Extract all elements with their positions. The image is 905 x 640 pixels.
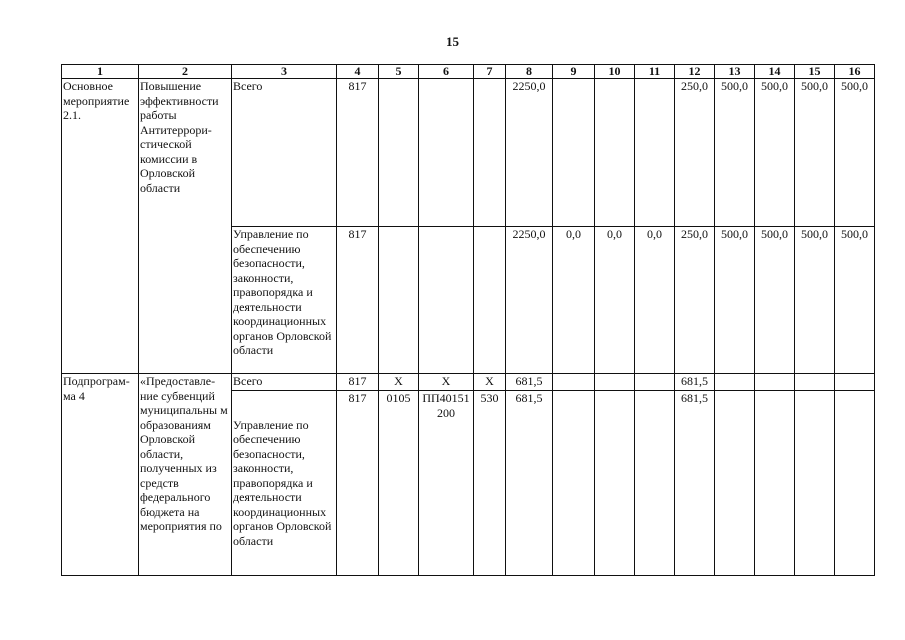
- cell-col11: [635, 79, 675, 227]
- column-number: 5: [379, 65, 419, 79]
- cell-col5: [379, 227, 419, 374]
- cell-col8: 681,5: [506, 391, 553, 576]
- cell-col15: 500,0: [795, 227, 835, 374]
- cell-col9: [553, 374, 595, 391]
- cell-col12: 250,0: [675, 227, 715, 374]
- column-number: 15: [795, 65, 835, 79]
- cell-col13: 500,0: [715, 79, 755, 227]
- cell-col9: [553, 391, 595, 576]
- funding-source: Управление по обеспечению безопасности, законности, правопорядка и деятельности координационных органов Орловской области: [232, 227, 337, 374]
- table-row: [62, 79, 875, 227]
- cell-col14: 500,0: [755, 227, 795, 374]
- cell-col7: [474, 227, 506, 374]
- cell-col13: [715, 391, 755, 576]
- funding-source: Всего: [232, 374, 337, 391]
- column-number: 13: [715, 65, 755, 79]
- cell-col16: [835, 391, 875, 576]
- column-number: 1: [62, 65, 139, 79]
- cell-col6: X: [419, 374, 474, 391]
- cell-col11: [635, 391, 675, 576]
- column-number: 4: [337, 65, 379, 79]
- page-number: 15: [446, 34, 459, 49]
- cell-col9: 0,0: [553, 227, 595, 374]
- column-number: 10: [595, 65, 635, 79]
- cell-col7: [474, 79, 506, 227]
- cell-col12: 250,0: [675, 79, 715, 227]
- cell-col11: 0,0: [635, 227, 675, 374]
- column-number: 8: [506, 65, 553, 79]
- cell-col5: [379, 79, 419, 227]
- cell-col16: [835, 374, 875, 391]
- column-number: 11: [635, 65, 675, 79]
- cell-col13: 500,0: [715, 227, 755, 374]
- column-number-row: [62, 65, 875, 79]
- column-number: 14: [755, 65, 795, 79]
- cell-col4: 817: [337, 227, 379, 374]
- cell-col8: 2250,0: [506, 79, 553, 227]
- cell-col12: 681,5: [675, 391, 715, 576]
- cell-col4: 817: [337, 374, 379, 391]
- measure-name: Основное мероприятие 2.1.: [62, 79, 139, 374]
- cell-col15: [795, 391, 835, 576]
- column-number: 3: [232, 65, 337, 79]
- cell-col6: [419, 227, 474, 374]
- cell-col9: [553, 79, 595, 227]
- budget-table: [61, 64, 875, 576]
- cell-col5: X: [379, 374, 419, 391]
- cell-col10: [595, 374, 635, 391]
- cell-col10: [595, 79, 635, 227]
- cell-col16: 500,0: [835, 227, 875, 374]
- funding-source: Всего: [232, 79, 337, 227]
- cell-col13: [715, 374, 755, 391]
- column-number: 7: [474, 65, 506, 79]
- cell-col4: 817: [337, 79, 379, 227]
- cell-col4: 817: [337, 391, 379, 576]
- cell-col5: 0105: [379, 391, 419, 576]
- cell-col8: 2250,0: [506, 227, 553, 374]
- table-row: [62, 374, 875, 391]
- cell-col15: 500,0: [795, 79, 835, 227]
- cell-col10: [595, 391, 635, 576]
- cell-col8: 681,5: [506, 374, 553, 391]
- cell-col14: [755, 391, 795, 576]
- cell-col7: X: [474, 374, 506, 391]
- cell-col16: 500,0: [835, 79, 875, 227]
- cell-col14: [755, 374, 795, 391]
- cell-col11: [635, 374, 675, 391]
- cell-col12: 681,5: [675, 374, 715, 391]
- cell-col6: [419, 79, 474, 227]
- column-number: 16: [835, 65, 875, 79]
- cell-col10: 0,0: [595, 227, 635, 374]
- cell-col6: ПП40151 200: [419, 391, 474, 576]
- cell-col7: 530: [474, 391, 506, 576]
- cell-col15: [795, 374, 835, 391]
- column-number: 12: [675, 65, 715, 79]
- cell-col14: 500,0: [755, 79, 795, 227]
- column-number: 2: [139, 65, 232, 79]
- funding-source: Управление по обеспечению безопасности, законности, правопорядка и деятельности координационных органов Орловской области: [232, 391, 337, 576]
- column-number: 6: [419, 65, 474, 79]
- measure-title: «Предоставле-ние субвенций муниципальны м образованиям Орловской области, полученных из средств федерального бюджета на мероприятия по: [139, 374, 232, 576]
- measure-name: Подпрограм-ма 4: [62, 374, 139, 576]
- measure-title: Повышение эффективности работы Антитеррори-стической комиссии в Орловской области: [139, 79, 232, 374]
- column-number: 9: [553, 65, 595, 79]
